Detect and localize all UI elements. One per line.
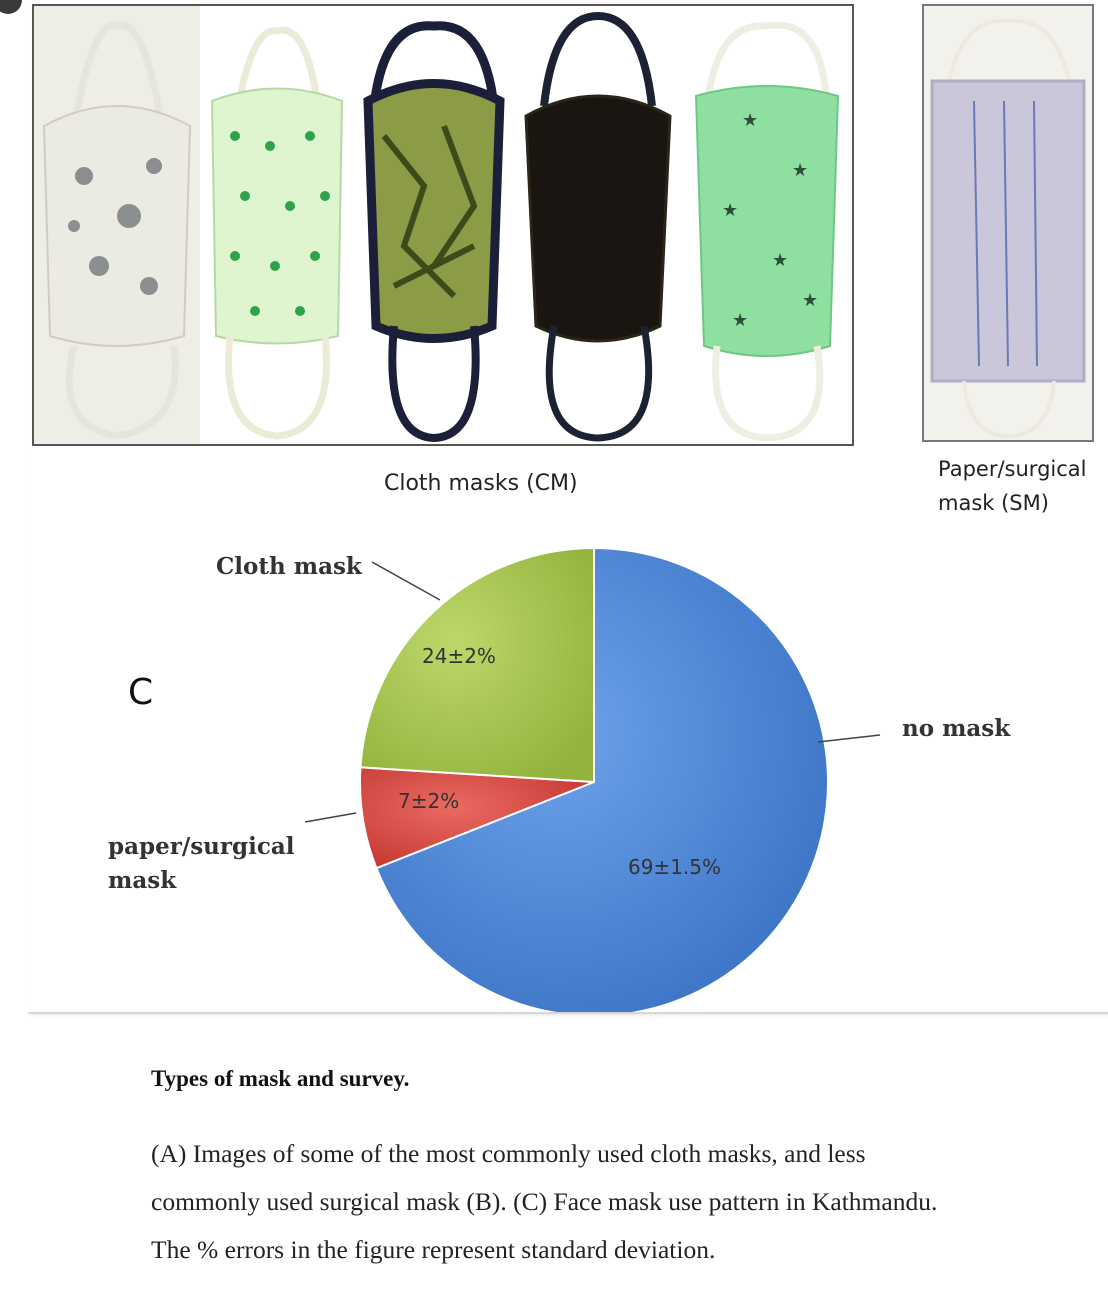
legend-cloth-mask: Cloth mask <box>216 553 362 580</box>
svg-text:★: ★ <box>802 290 819 311</box>
slice-label-surgical: 7±2% <box>398 789 460 813</box>
cloth-mask-leader <box>372 562 440 600</box>
figure-caption: (A) Images of some of the most commonly used cloth masks, and less commonly used surgical mask (B). (C) Face mask use pattern in Kathmandu. The % errors in the figure represent standard deviation. <box>151 1139 938 1264</box>
slice-label-no-mask: 69±1.5% <box>628 855 722 879</box>
svg-text:★: ★ <box>742 110 759 131</box>
legend-surgical-mask: paper/surgical mask <box>108 833 295 894</box>
cloth-masks-caption: Cloth masks (CM) <box>384 471 578 496</box>
legend-no-mask: no mask <box>902 715 1011 742</box>
svg-text:★: ★ <box>772 250 789 271</box>
slice-label-cloth: 24±2% <box>422 644 496 668</box>
svg-text:★: ★ <box>792 160 809 181</box>
surgical-mask-leader <box>305 813 356 822</box>
svg-text:★: ★ <box>722 200 739 221</box>
figure-title: Types of mask and survey. <box>151 1066 410 1091</box>
no-mask-leader <box>818 735 880 742</box>
surgical-mask-caption: Paper/surgical mask (SM) <box>938 457 1087 515</box>
panel-letter-c: C <box>128 672 154 713</box>
svg-text:★: ★ <box>732 310 749 331</box>
